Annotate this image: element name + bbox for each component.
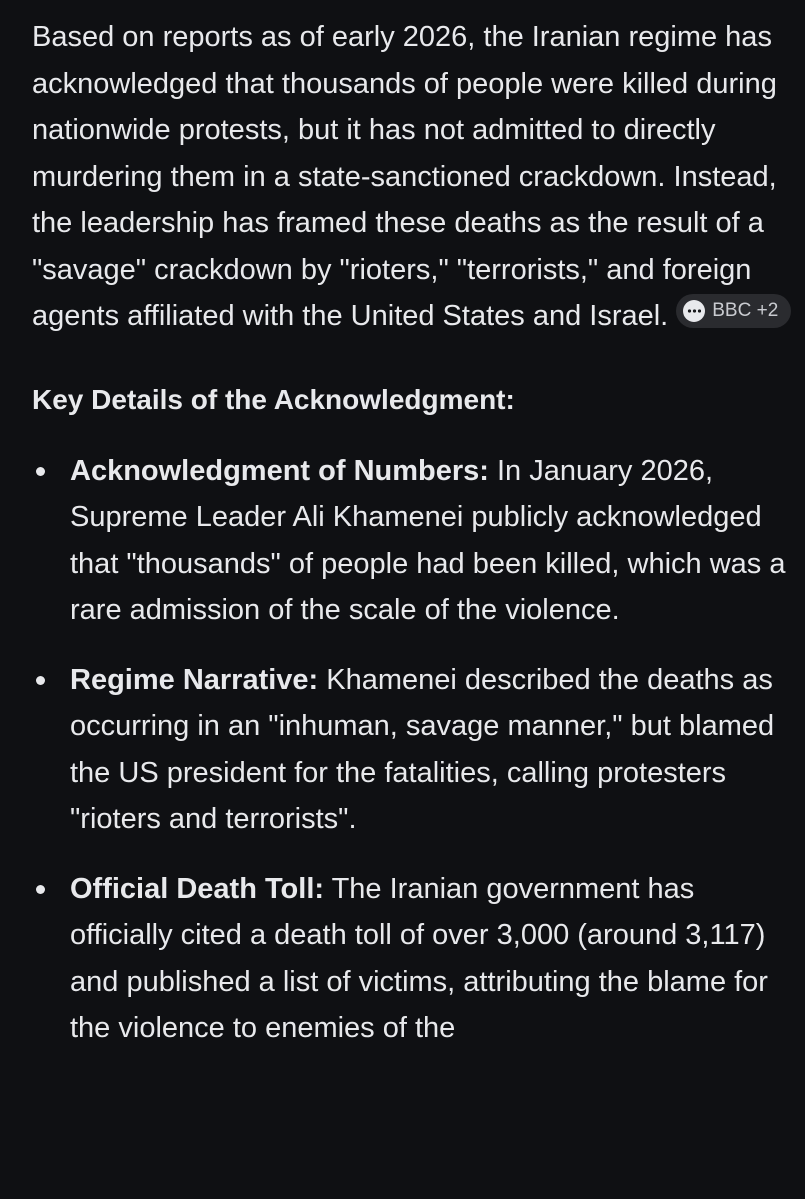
item-text: The Iranian government has officially cited a death toll of over 3,000 (around 3,117) and published a list of victims, attributing the blame for the violence to enemies of the [70, 872, 768, 1044]
list-item [32, 657, 792, 843]
details-list [32, 448, 792, 1052]
intro-paragraph [32, 14, 792, 340]
more-horiz-icon [683, 300, 705, 322]
bullet-icon [36, 467, 45, 476]
intro-text: Based on reports as of early 2026, the Iranian regime has acknowledged that thousands of people were killed during nationwide protests, but it has not admitted to directly murdering them in a state-sanctioned crackdown. Instead, the leadership has framed these deaths as the result of a "savage" crackdown by "rioters," "terrorists," and foreign agents affiliated with the United States and Israel. [32, 21, 777, 332]
response-content [32, 14, 792, 1075]
list-item [32, 448, 792, 634]
item-text: In January 2026, Supreme Leader Ali Khamenei publicly acknowledged that "thousands" of people had been killed, which was a rare admission of the scale of the violence. [70, 454, 786, 626]
item-term: Acknowledgment of Numbers: [70, 454, 489, 487]
bullet-icon [36, 676, 45, 685]
source-chip-label: BBC +2 [712, 300, 779, 321]
list-item [32, 866, 792, 1052]
source-chip[interactable] [676, 294, 791, 328]
section-heading: Key Details of the Acknowledgment: [32, 383, 515, 415]
item-term: Regime Narrative: [70, 663, 319, 696]
item-term: Official Death Toll: [70, 872, 325, 905]
item-text: Khamenei described the deaths as occurring in an "inhuman, savage manner," but blamed the US president for the fatalities, calling protesters "rioters and terrorists". [70, 663, 775, 835]
bullet-icon [36, 885, 45, 894]
